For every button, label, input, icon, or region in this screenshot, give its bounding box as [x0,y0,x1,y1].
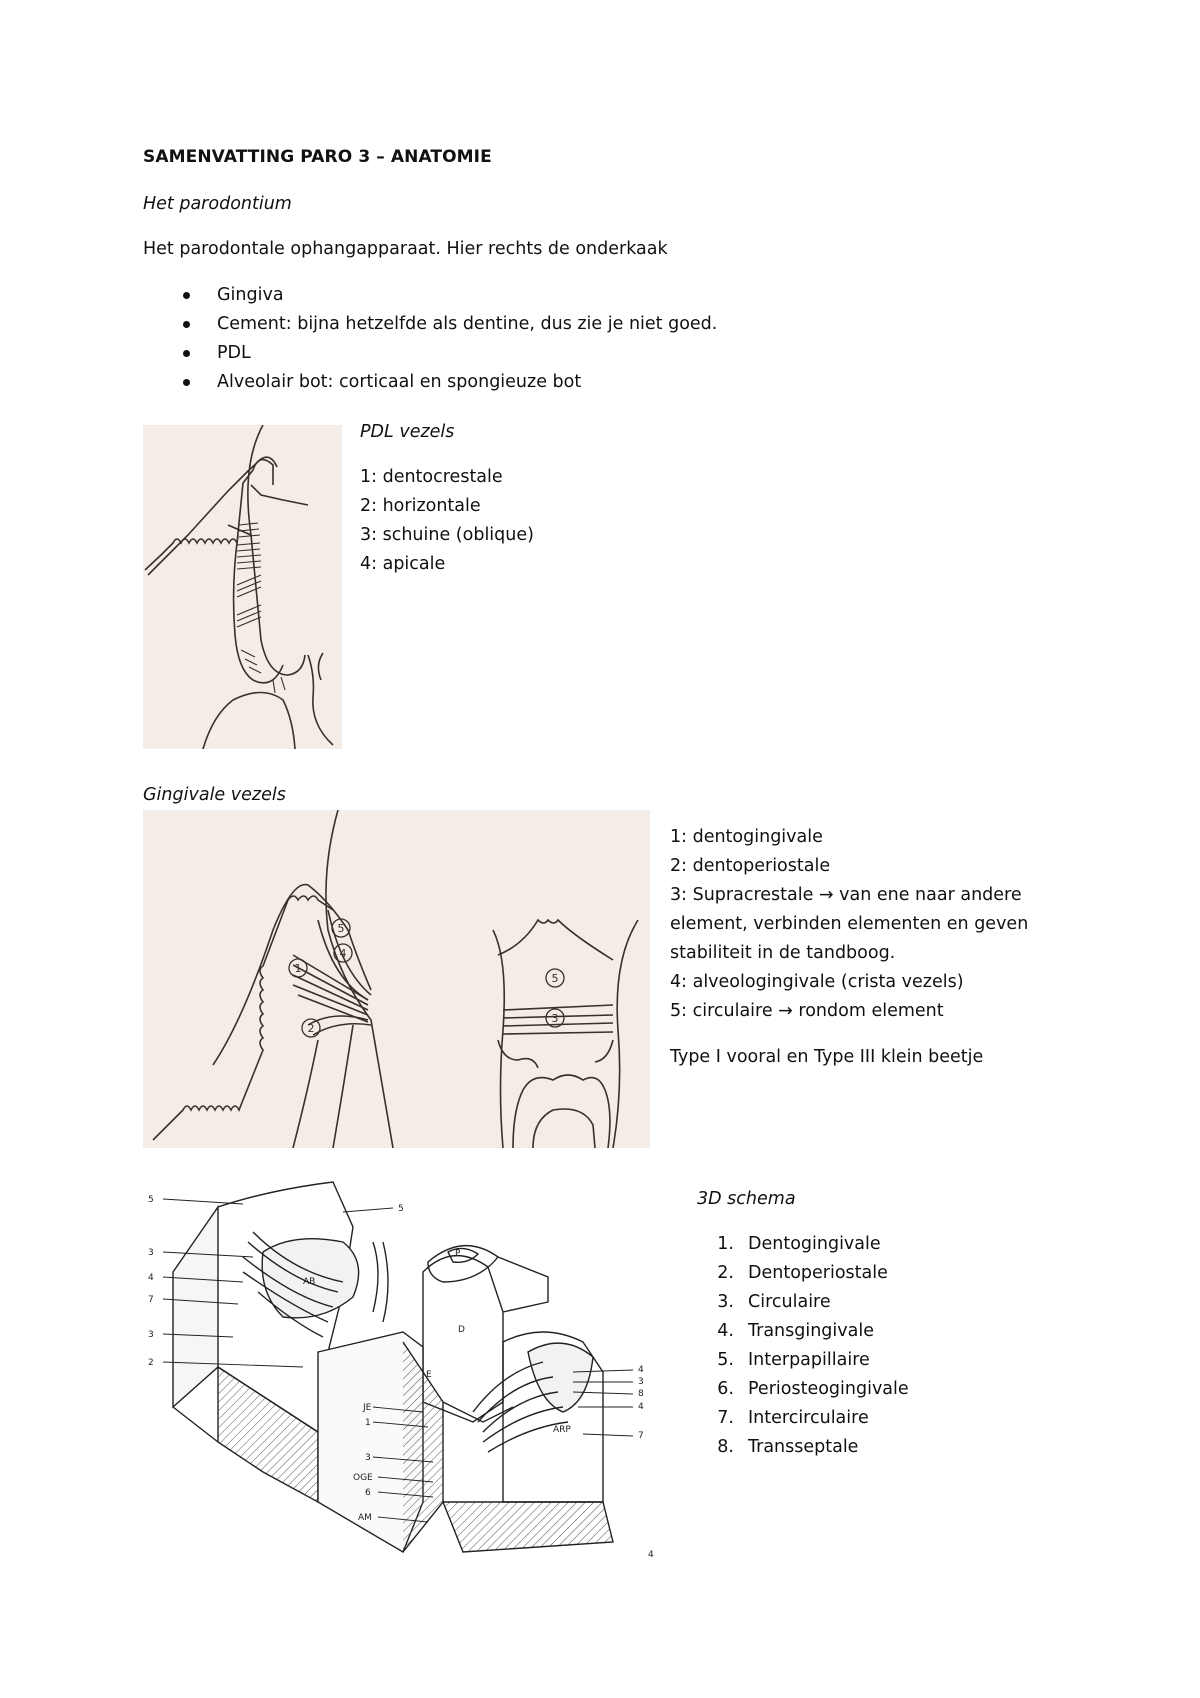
list-item [697,1346,909,1375]
list-number: 3. [717,1292,734,1312]
figure-label: D [458,1325,465,1335]
list-item-label: Dentoperiostale [748,1263,888,1283]
page-title: SAMENVATTING PARO 3 – ANATOMIE [143,147,492,167]
list-item: 1: dentogingivale [670,827,823,847]
figure-label: 6 [365,1488,371,1498]
schema-3d-heading: 3D schema [697,1189,796,1209]
figure-label: 3 [148,1330,154,1340]
list-item [143,310,717,339]
figure-label: 3 [365,1453,371,1463]
list-item-label: PDL [217,343,251,363]
list-item-label: Circulaire [748,1292,831,1312]
list-item: 3: Supracrestale → van ene naar andere element, verbinden elementen en geven stabiliteit in de tandboog. [670,885,1029,963]
gingival-fibers-drawing [143,810,650,1148]
pdl-fibers-drawing [143,425,342,749]
figure-label: 2 [307,1022,315,1035]
pdl-fibers-figure [143,425,342,749]
list-item: 4: apicale [360,554,446,574]
list-item [697,1317,909,1346]
bullet-list [143,281,717,397]
list-item-label: Gingiva [217,285,284,305]
figure-label: JE [363,1403,372,1413]
list-item-label: Dentogingivale [748,1234,881,1254]
bullet-icon [183,379,190,386]
list-item-label: Periosteogingivale [748,1379,909,1399]
figure-label: 4 [638,1365,644,1375]
figure-label: 3 [148,1248,154,1258]
figure-label: AB [303,1277,316,1287]
schema-3d-figure [143,1172,663,1564]
figure-label: ARP [553,1425,571,1435]
intro-text: Het parodontale ophangapparaat. Hier rechts de onderkaak [143,239,668,259]
list-item: 4: alveologingivale (crista vezels) [670,972,964,992]
list-number: 2. [717,1263,734,1283]
list-item-label: Transseptale [748,1437,859,1457]
type-note: Type I vooral en Type III klein beetje [670,1047,984,1067]
list-item-label: Intercirculaire [748,1408,869,1428]
figure-label: 5 [551,972,559,985]
list-item [697,1433,909,1462]
list-item-label: Interpapillaire [748,1350,870,1370]
list-item [697,1404,909,1433]
figure-label: AM [358,1513,372,1523]
figure-label: 3 [551,1012,559,1025]
figure-label: P [455,1249,461,1259]
schema-3d-list [697,1230,909,1462]
figure-label: 7 [638,1431,644,1441]
gingival-heading: Gingivale vezels [143,785,286,805]
figure-label: 4 [638,1402,644,1412]
list-item [697,1288,909,1317]
bullet-icon [183,350,190,357]
list-number: 4. [717,1321,734,1341]
list-item-label: Transgingivale [748,1321,874,1341]
figure-label: 7 [148,1295,154,1305]
pdl-heading: PDL vezels [360,422,455,442]
figure-label: 5 [337,922,345,935]
schema-3d-drawing [143,1172,663,1564]
list-number: 5. [717,1350,734,1370]
list-item [143,339,717,368]
figure-label: OGE [353,1473,373,1483]
figure-label: 4 [148,1273,154,1283]
figure-label: 4 [339,947,347,960]
bullet-icon [183,292,190,299]
pdl-list [360,463,534,579]
figure-label: 3 [638,1377,644,1387]
gingival-list [670,823,1050,1072]
figure-label: 1 [294,962,302,975]
figure-label: 4 [648,1550,654,1560]
list-item: 1: dentocrestale [360,467,503,487]
figure-label: 2 [148,1358,154,1368]
list-number: 7. [717,1408,734,1428]
list-item-label: Alveolair bot: corticaal en spongieuze bot [217,372,582,392]
list-item: 5: circulaire → rondom element [670,1001,944,1021]
gingival-fibers-figure [143,810,650,1148]
list-item [143,281,717,310]
list-number: 1. [717,1234,734,1254]
list-item: 2: dentoperiostale [670,856,831,876]
list-number: 8. [717,1437,734,1457]
figure-label: 8 [638,1389,644,1399]
list-item [697,1375,909,1404]
list-item [697,1259,909,1288]
section-heading-parodontium: Het parodontium [143,194,292,214]
list-item: 3: schuine (oblique) [360,525,534,545]
list-item [143,368,717,397]
figure-label: 1 [365,1418,371,1428]
figure-label: E [426,1370,432,1380]
bullet-icon [183,321,190,328]
list-number: 6. [717,1379,734,1399]
list-item [697,1230,909,1259]
list-item-label: Cement: bijna hetzelfde als dentine, dus zie je niet goed. [217,314,718,334]
list-item: 2: horizontale [360,496,481,516]
figure-label: 5 [148,1195,154,1205]
figure-label: 5 [398,1204,404,1214]
